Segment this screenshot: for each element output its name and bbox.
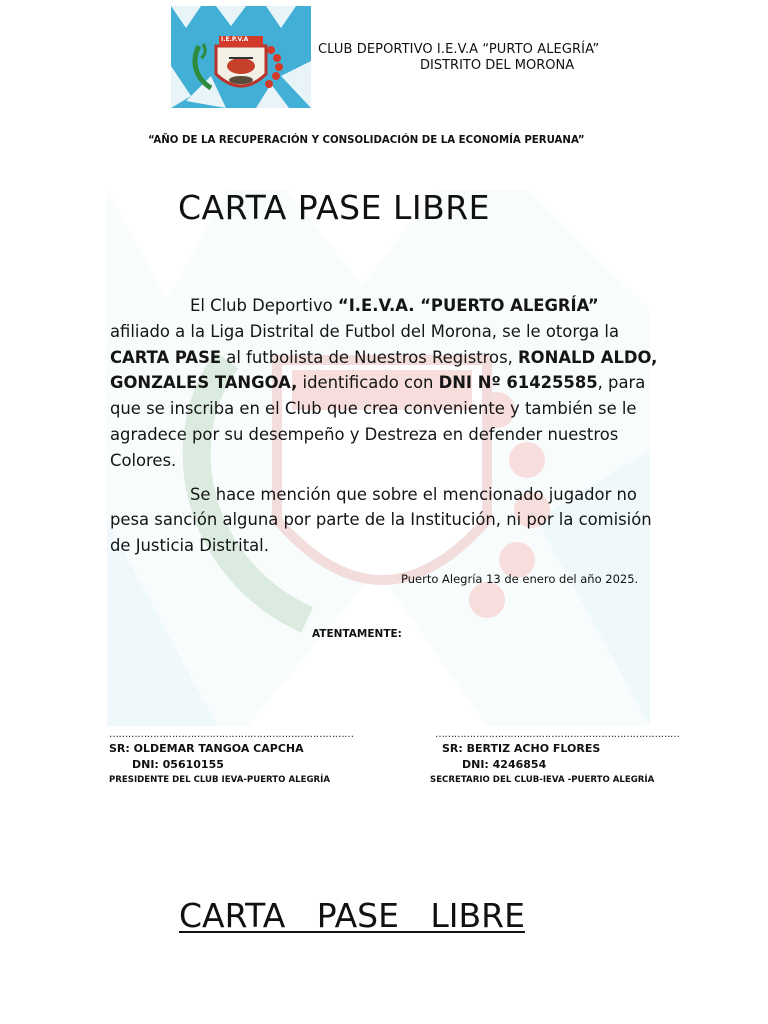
carta-pase-bold: CARTA PASE bbox=[110, 347, 222, 367]
year-slogan: “AÑO DE LA RECUPERACIÓN Y CONSOLIDACIÓN DE LA ECONOMÍA PERUANA” bbox=[148, 135, 585, 146]
club-name-bold: “I.E.V.A. “PUERTO ALEGRÍA” bbox=[337, 296, 599, 315]
p1-text-5: , para que se inscriba en el Club que crea conveniente y también se le agradece por su desempeño y Destreza en defender nuestros Colores. bbox=[110, 373, 646, 470]
logo-text: I.E.P.V.A bbox=[221, 36, 249, 43]
signer-2-role: SECRETARIO DEL CLUB-IEVA -PUERTO ALEGRÍA bbox=[430, 775, 655, 785]
closing: ATENTAMENTE: bbox=[312, 628, 402, 640]
paragraph-1 bbox=[110, 293, 662, 474]
letter-date: Puerto Alegría 13 de enero del año 2025. bbox=[401, 572, 639, 586]
letter-body bbox=[110, 293, 662, 567]
signer-2-dni: DNI: 4246854 bbox=[462, 758, 547, 771]
signer-1-dni: DNI: 05610155 bbox=[132, 758, 224, 771]
district-name: DISTRITO DEL MORONA bbox=[420, 58, 575, 73]
document-title: CARTA PASE LIBRE bbox=[178, 188, 490, 227]
signature-line-left: …………………………………………………………………… bbox=[109, 729, 354, 740]
p1-text-1: El Club Deportivo bbox=[190, 296, 338, 315]
player-dni-bold: DNI Nº 61425585 bbox=[438, 373, 598, 393]
club-name: CLUB DEPORTIVO I.E.V.A “PURTO ALEGRÍA” bbox=[318, 42, 600, 57]
club-logo bbox=[171, 6, 311, 108]
signature-line-right: …………………………………………………………………… bbox=[435, 729, 680, 740]
signer-1-name: SR: OLDEMAR TANGOA CAPCHA bbox=[109, 742, 304, 755]
player-name-bold: RONALD ALDO, GONZALES TANGOA, bbox=[110, 347, 658, 393]
p1-text-2: afiliado a la Liga Distrital de Futbol del Morona, se le otorga la bbox=[110, 321, 620, 341]
document-title-repeat: CARTA PASE LIBRE bbox=[179, 896, 525, 935]
p1-text-4: identificado con bbox=[297, 373, 439, 393]
signer-1-role: PRESIDENTE DEL CLUB IEVA-PUERTO ALEGRÍA bbox=[109, 775, 330, 785]
paragraph-2: Se hace mención que sobre el mencionado jugador no pesa sanción alguna por parte de la Institución, ni por la comisión de Justicia Distrital. bbox=[110, 484, 652, 556]
club-crest-icon bbox=[171, 6, 311, 108]
p1-text-3: al futbolista de Nuestros Registros, bbox=[221, 347, 519, 367]
signer-2-name: SR: BERTIZ ACHO FLORES bbox=[442, 742, 601, 755]
